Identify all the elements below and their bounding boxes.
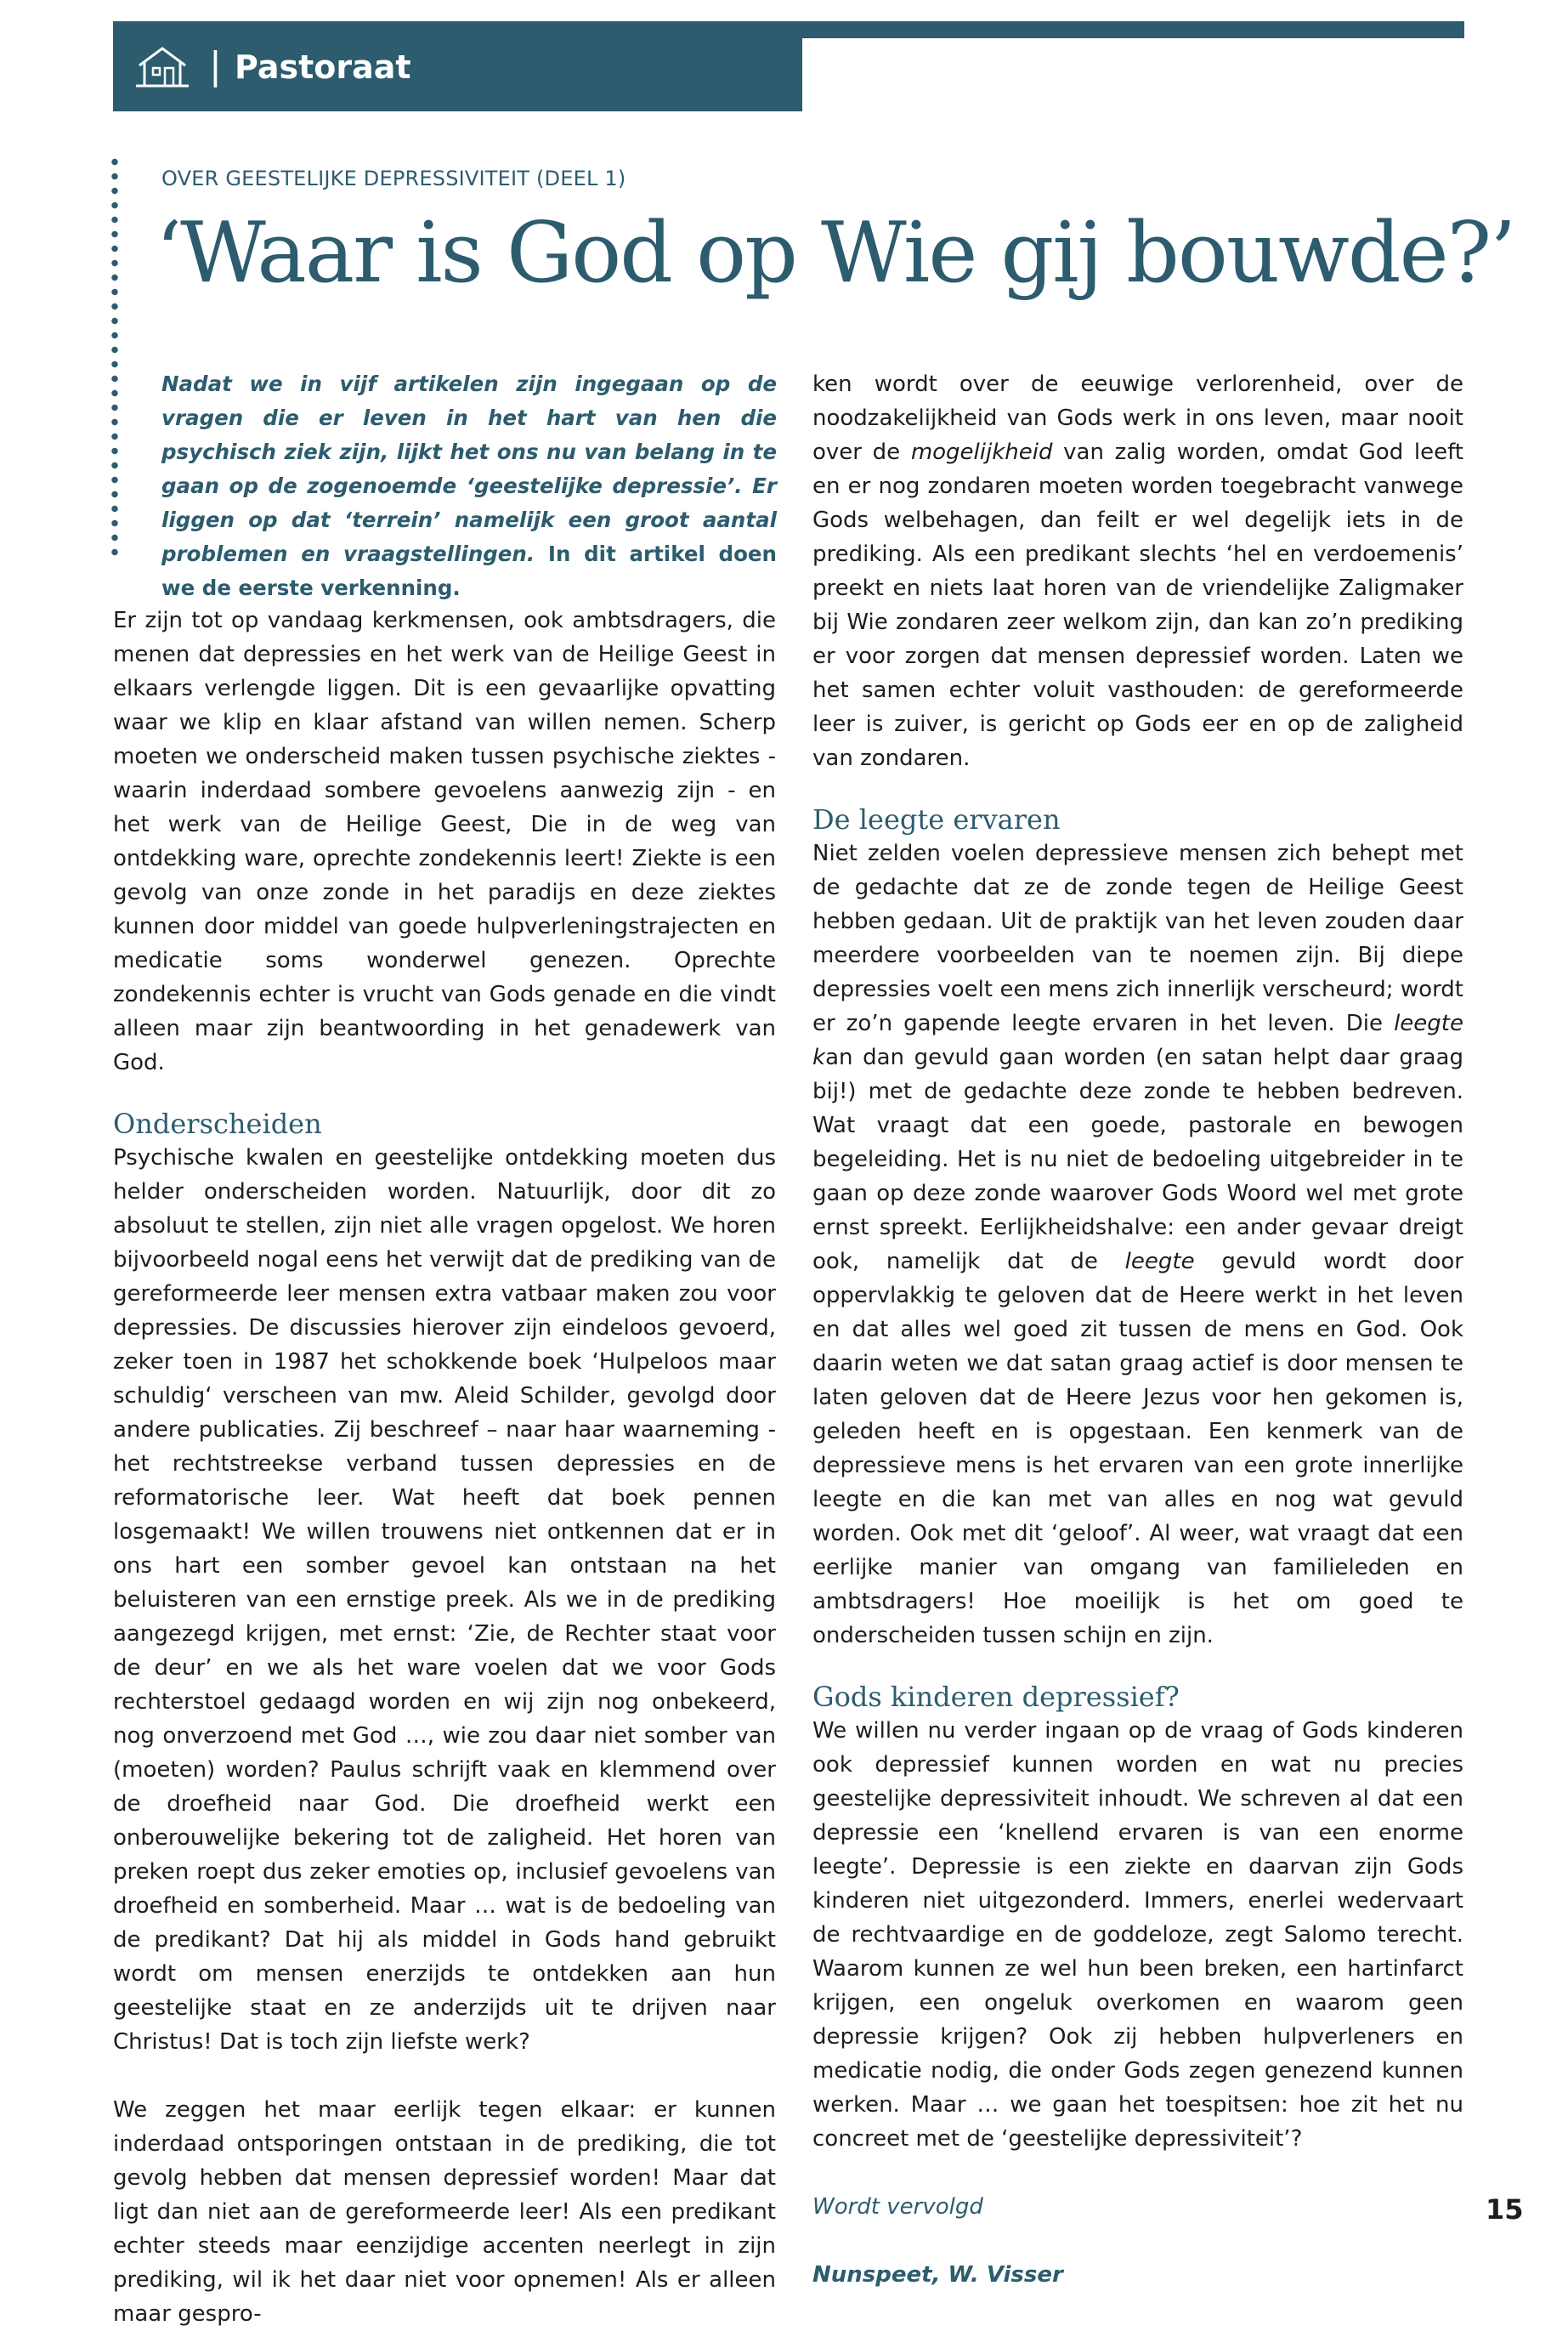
- text-run: gevuld wordt door oppervlakkig te geloven dat de Heere werkt in het leven en dat alles wel goed zit tussen de mens en God. Ook daarin weten we dat satan graag actief is door mensen te laten geloven dat de Heere Jezus voor hen gekomen is, geleden heeft en is opgestaan. Een kenmerk van de depressieve mens is het ervaren van een grote innerlijke leegte en die kan met van alles en nog wat gevuld worden. Ook met dit ‘geloof’. Al weer, wat vraagt dat een eerlijke manier van omgang van familieleden en ambtsdragers! Hoe moeilijk is het om goed te onderscheiden tussen schijn en zijn.: [812, 1249, 1463, 1648]
- lead-tail: In dit artikel doen we de eerste verkenning.: [161, 542, 777, 600]
- paragraph: [812, 367, 1463, 775]
- house-icon: [134, 45, 190, 89]
- emphasis: leegte k: [812, 1011, 1463, 1070]
- author-signature: Nunspeet, W. Visser: [812, 2262, 1063, 2288]
- text-run: ken wordt over de eeuwige verlorenheid, over de noodzakelijkheid van Gods werk in ons leven, maar nooit over de: [812, 371, 1463, 465]
- text-run: van zalig worden, omdat God leeft en er nog zondaren moeten worden toegebracht vanwege Gods welbehagen, dan feilt er wel degelijk iets in de prediking. Als een predikant slechts ‘hel en verdoemenis’ preekt en niets laat horen van de vriendelijke Zaligmaker bij Wie zondaren zeer welkom zijn, dan kan zo’n prediking er voor zorgen dat mensen depressief worden. Laten we het samen echter voluit vasthouden: de gereformeerde leer is zuiver, is gericht op Gods eer en op de zaligheid van zondaren.: [812, 440, 1463, 771]
- continued-note: Wordt vervolgd: [812, 2194, 983, 2220]
- header-band-strip: [789, 21, 1464, 38]
- header-separator: |: [209, 44, 222, 88]
- lead-text: Nadat we in vijf artikelen zijn ingegaan op de vragen die er leven in het hart van hen die psychisch ziek zijn, lijkt het ons nu van belang in te gaan op de zogenoemde ‘geestelijke depressie’. Er liggen op dat ‘terrein’ namelijk een groot aantal problemen en vraagstellingen.: [161, 371, 777, 566]
- article-title: ‘Waar is God op Wie gij bouwde?’: [156, 205, 1515, 302]
- dotted-rule: [109, 155, 121, 563]
- article-lead: [161, 367, 777, 605]
- section-title: Pastoraat: [235, 48, 411, 86]
- emphasis: leegte: [1124, 1249, 1195, 1274]
- subheading-leegte: De leegte ervaren: [812, 803, 1061, 836]
- column-left: [113, 604, 776, 2331]
- paragraph: [812, 837, 1463, 1653]
- section-header: [113, 21, 1464, 111]
- text-run: Niet zelden voelen depressieve mensen zich behept met de gedachte dat ze de zonde tegen de Heilige Geest hebben gedaan. Uit de praktijk van het leven zouden daar meerdere voorbeelden van te noemen zijn. Bij diepe depressies voelt een mens zich innerlijk verscheurd; wordt er zo’n gapende leegte ervaren in het leven. Die: [812, 841, 1463, 1036]
- emphasis: mogelijkheid: [910, 440, 1053, 465]
- subheading-onderscheiden: Onderscheiden: [113, 1108, 322, 1140]
- article-kicker: OVER GEESTELIJKE DEPRESSIVITEIT (DEEL 1): [161, 167, 626, 190]
- paragraph: We zeggen het maar eerlijk tegen elkaar: er kunnen inderdaad ontsporingen ontstaan in de prediking, die tot gevolg hebben dat mensen depressief worden! Maar dat ligt dan niet aan de gereformeerde leer! Als een predikant echter steeds maar eenzijdige accenten neerlegt in zijn prediking, wil ik het daar niet voor opnemen! Als er alleen maar gespro-: [113, 2097, 776, 2327]
- text-run: an dan gevuld gaan worden (en satan helpt daar graag bij!) met de gedachte deze zonde te hebben bedreven. Wat vraagt dat een goede, pastorale en bewogen begeleiding. Het is nu niet de bedoeling uitgebreider in te gaan op deze zonde waarover Gods Woord wel met grote ernst spreekt. Eerlijkheidshalve: een ander gevaar dreigt ook, namelijk dat de: [812, 1045, 1463, 1274]
- subheading-kinderen: Gods kinderen depressief?: [812, 1681, 1180, 1713]
- column-right: [812, 367, 1463, 2292]
- paragraph: Er zijn tot op vandaag kerkmensen, ook ambtsdragers, die menen dat depressies en het werk van de Heilige Geest in elkaars verlengde liggen. Dit is een gevaarlijke opvatting waar we klip en klaar afstand van willen nemen. Scherp moeten we onderscheid maken tussen psychische ziektes - waarin inderdaad sombere gevoelens aanwezig zijn - en het werk van de Heilige Geest, Die in de weg van ontdekking ware, oprechte zondekennis leert! Ziekte is een gevolg van onze zonde in het paradijs en deze ziektes kunnen door middel van goede hulpverleningstrajecten en medicatie soms wonderwel genezen. Oprechte zondekennis echter is vrucht van Gods genade en die vindt alleen maar zijn beantwoording in het genadewerk van God.: [113, 608, 776, 1075]
- paragraph: Psychische kwalen en geestelijke ontdekking moeten dus helder onderscheiden worden. Natuurlijk, door dit zo absoluut te stellen, zijn niet alle vragen opgelost. We horen bijvoorbeeld nogal eens het verwijt dat de prediking van de gereformeerde leer mensen extra vatbaar maken zou voor depressies. De discussies hierover zijn eindeloos gevoerd, zeker toen in 1987 het schokkende boek ‘Hulpeloos maar schuldig‘ verscheen van mw. Aleid Schilder, gevolgd door andere publicaties. Zij beschreef – naar haar waarneming - het rechtstreekse verband tussen depressies en de reformatorische leer. Wat heeft dat boek pennen losgemaakt! We willen trouwens niet ontkennen dat er in ons hart een somber gevoel kan ontstaan na het beluisteren van een ernstige preek. Als we in de prediking aangezegd krijgen, met ernst: ‘Zie, de Rechter staat voor de deur’ en we als het ware voelen dat we voor Gods rechterstoel gedaagd worden en wij zijn nog onbekeerd, nog onverzoend met God …, wie zou daar niet somber van (moeten) worden? Paulus schrijft vaak en klemmend over de droefheid naar God. Die droefheid werkt een onberouwelijke bekering tot de zaligheid. Het horen van preken roept dus zeker emoties op, inclusief gevoelens van droefheid en somberheid. Maar … wat is de bedoeling van de predikant? Dat hij als middel in Gods hand gebruikt wordt om mensen enerzijds te ontdekken aan hun geestelijke staat en ze anderzijds uit te drijven naar Christus! Dat is toch zijn liefste werk?: [113, 1145, 776, 2055]
- paragraph: We willen nu verder ingaan op de vraag of Gods kinderen ook depressief kunnen worden en wat nu precies geestelijke depressiviteit inhoudt. We schreven al dat een depressie een ‘knellend ervaren is van een enorme leegte’. Depressie is een ziekte en daarvan zijn Gods kinderen niet uitgezonderd. Immers, enerlei wedervaart de rechtvaardige en de goddeloze, zegt Salomo terecht. Waarom kunnen ze wel hun been breken, een hartinfarct krijgen, een ongeluk overkomen en waarom geen depressie krijgen? Ook zij hebben hulpverleners en medicatie nodig, die onder Gods zegen genezend kunnen werken. Maar … we gaan het toespitsen: hoe zit het nu concreet met de ‘geestelijke depressiviteit’?: [812, 1718, 1463, 2152]
- page-number: 15: [1486, 2193, 1524, 2226]
